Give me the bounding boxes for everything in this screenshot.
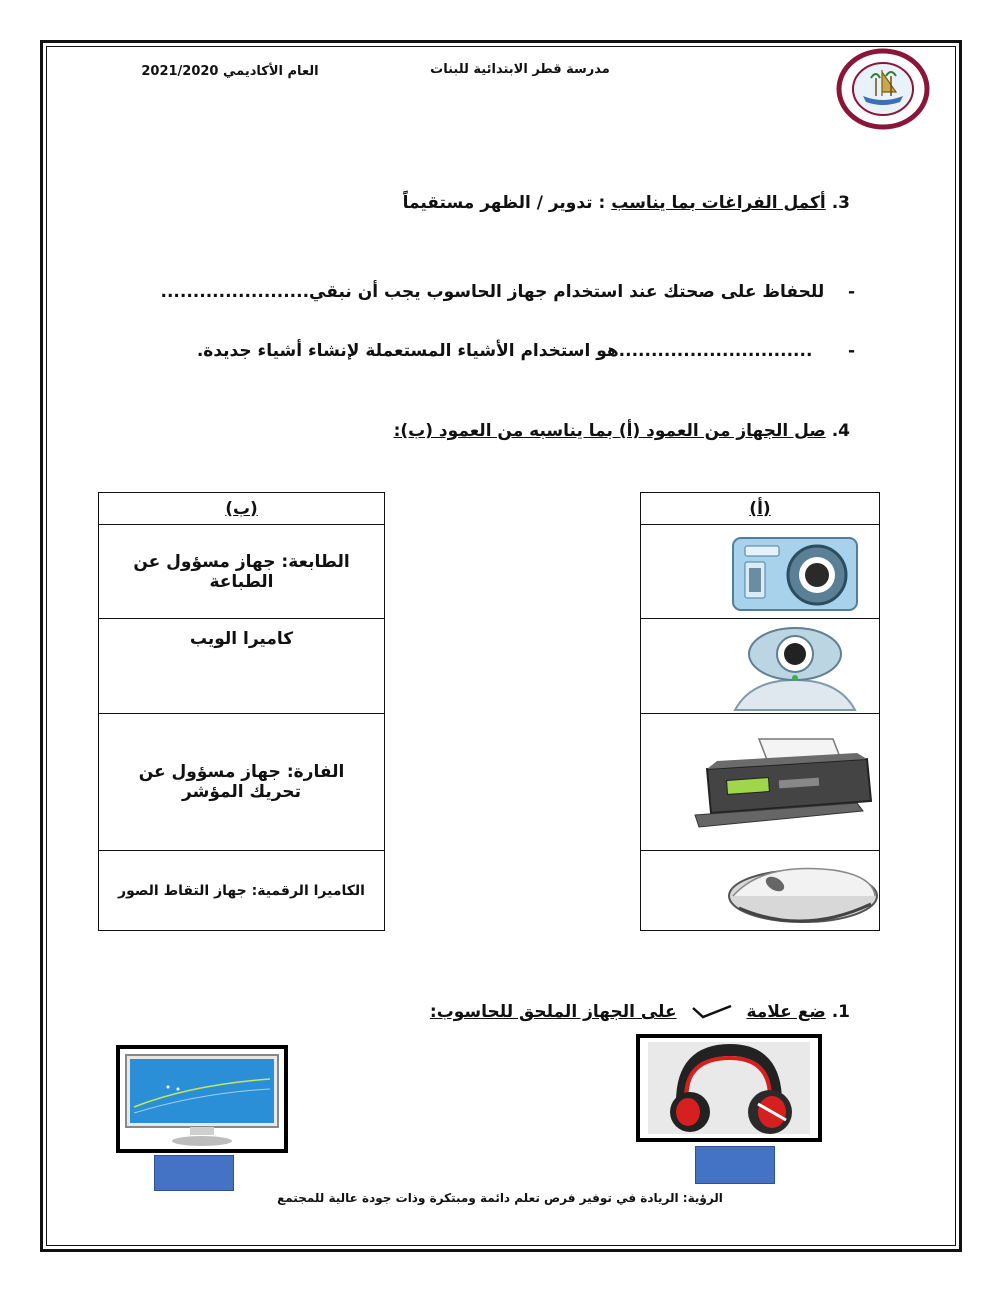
q3-item-1 xyxy=(120,282,855,302)
bullet: - xyxy=(847,282,855,302)
headphones-icon xyxy=(640,1038,818,1138)
headphones-image-box xyxy=(636,1034,822,1142)
checkmark-icon xyxy=(689,1004,735,1020)
q3-item-1-text: للحفاظ على صحتك عند استخدام جهاز الحاسوب يجب أن نبقي....................... xyxy=(160,282,825,302)
column-a-header: (أ) xyxy=(641,493,880,525)
q4-title: صل الجهاز من العمود (أ) بما يناسبه من العمود (ب): xyxy=(393,421,826,441)
q3-item-2 xyxy=(120,341,855,361)
column-a-table xyxy=(640,492,880,931)
vision-statement: الرؤية: الريادة في توفير فرص تعلم دائمة ومبتكرة وذات جودة عالية للمجتمع xyxy=(277,1191,723,1205)
academic-year: العام الأكاديمي 2021/2020 xyxy=(141,64,319,79)
q4-number: 4. xyxy=(831,421,850,441)
q1-heading xyxy=(300,1002,850,1022)
q3-number: 3. xyxy=(831,193,850,213)
column-b-item: الطابعة: جهاز مسؤول عن الطباعة xyxy=(99,525,385,619)
column-a-cell xyxy=(641,619,880,714)
column-b-table xyxy=(98,492,385,931)
column-b-item: الفارة: جهاز مسؤول عن تحريك المؤشر xyxy=(99,714,385,851)
monitor-image-box xyxy=(116,1045,288,1153)
monitor-icon xyxy=(120,1049,284,1149)
bullet: - xyxy=(847,341,855,361)
column-b-item: كاميرا الويب xyxy=(99,619,385,714)
q1-title-part2: على الجهاز الملحق للحاسوب: xyxy=(429,1002,677,1022)
q3-item-2-text: ..............................هو استخدام الأشياء المستعملة لإنشاء أشياء جديدة. xyxy=(196,341,813,361)
q3-title: أكمل الفراغات بما يناسب xyxy=(611,193,826,213)
printer-icon xyxy=(687,735,877,835)
digital-camera-icon xyxy=(723,532,863,614)
q3-options: : تدوير / الظهر مستقيماً xyxy=(402,193,606,213)
column-b-item: الكاميرا الرقمية: جهاز التقاط الصور xyxy=(99,851,385,931)
mouse-icon xyxy=(723,856,879,928)
column-b-header: (ب) xyxy=(99,493,385,525)
column-a-cell xyxy=(641,851,880,931)
column-a-cell xyxy=(641,525,880,619)
column-a-cell xyxy=(641,714,880,851)
answer-box-monitor[interactable] xyxy=(154,1155,234,1191)
school-name: مدرسة قطر الابتدائية للبنات xyxy=(430,62,610,77)
q3-heading xyxy=(300,193,850,213)
q4-heading xyxy=(300,421,850,441)
q1-number: 1. xyxy=(831,1002,850,1022)
answer-box-headphones[interactable] xyxy=(695,1146,775,1184)
webcam-icon xyxy=(721,624,871,712)
q1-title-part1: ضع علامة xyxy=(746,1002,826,1022)
ministry-logo xyxy=(836,48,930,130)
